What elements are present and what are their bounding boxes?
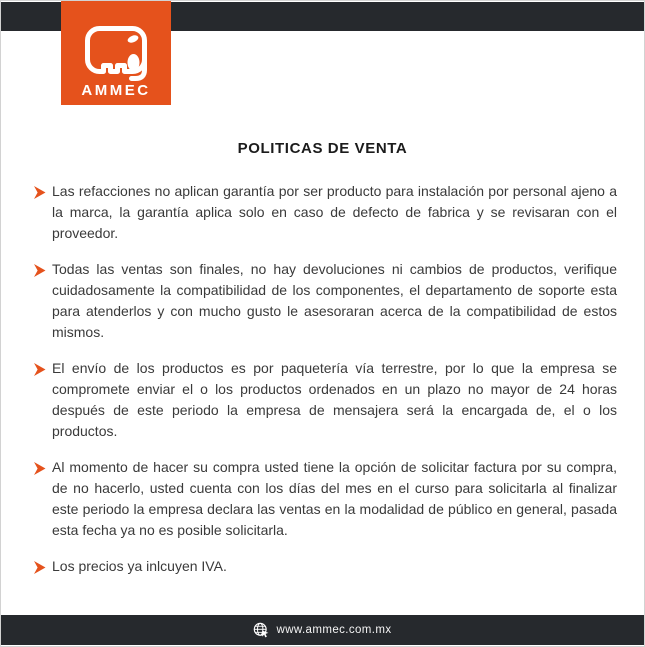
footer-bar — [1, 615, 644, 645]
chevron-right-icon — [34, 556, 52, 579]
brand-wordmark: AMMEC — [81, 82, 151, 99]
list-item — [34, 457, 617, 541]
policy-text: Las refacciones no aplican garantía por ser producto para instalación por personal ajeno a la marca, la garantía aplica solo en caso de defecto de fabrica y se revisaran con el proveedor. — [52, 183, 617, 241]
chevron-right-icon — [34, 181, 52, 244]
chevron-right-icon — [34, 259, 52, 343]
brand-logo — [61, 1, 171, 105]
chevron-right-icon — [34, 358, 52, 442]
policy-text: Todas las ventas son finales, no hay devoluciones ni cambios de productos, verifique cuidadosamente la compatibilidad de los componentes, el departamento de soporte esta para atenderlos y con mucho gusto le asesoraran acerca de la compatibilidad de estos mismos. — [52, 261, 617, 340]
policy-text: Los precios ya inlcuyen IVA. — [52, 558, 227, 574]
list-item — [34, 181, 617, 244]
policy-list — [34, 181, 617, 594]
list-item — [34, 259, 617, 343]
list-item — [34, 358, 617, 442]
list-item — [34, 556, 617, 579]
footer-website: www.ammec.com.mx — [276, 624, 392, 636]
page-title: POLITICAS DE VENTA — [237, 140, 408, 157]
policy-text: El envío de los productos es por paquetería vía terrestre, por lo que la empresa se compromete enviar el o los productos ordenados en un plazo no mayor de 24 horas después de este periodo la empresa de mensajera será la encargada de, el o los productos. — [52, 360, 617, 439]
elephant-icon — [85, 26, 147, 81]
chevron-right-icon — [34, 457, 52, 541]
globe-icon — [253, 622, 269, 639]
policy-text: Al momento de hacer su compra usted tiene la opción de solicitar factura por su compra, de no hacerlo, usted cuenta con los días del mes en el curso para solicitarla al finalizar este periodo la empresa declara las ventas en la modalidad de público en general, pasada esta fecha ya no es posible solicitarla. — [52, 459, 617, 538]
